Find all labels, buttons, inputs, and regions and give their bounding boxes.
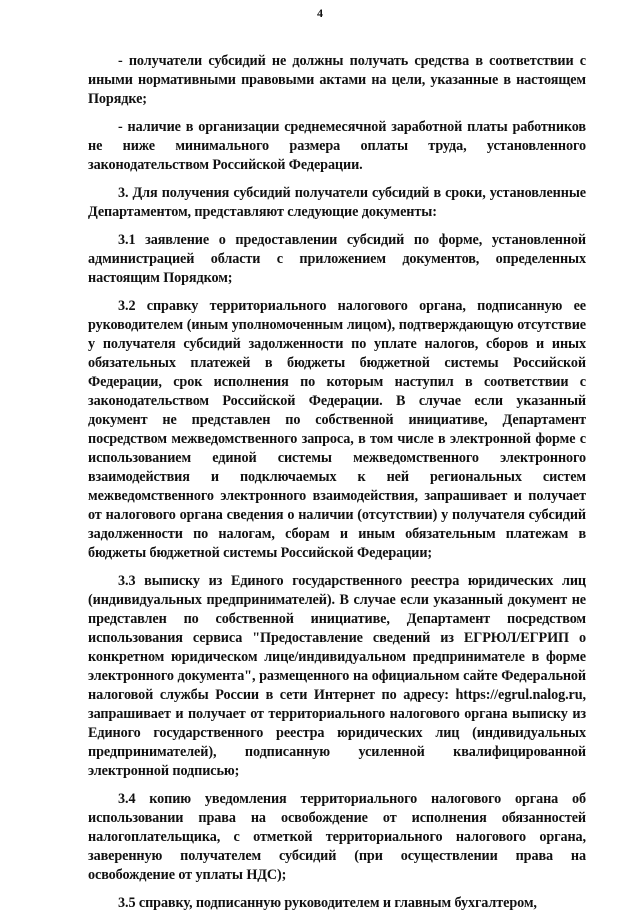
- paragraph-clause-3-1: 3.1 заявление о предоставлении субсидий по форме, установленной администрацией области с приложением документов, определенных настоящим Порядком;: [88, 232, 586, 286]
- paragraph-clause-3-4: 3.4 копию уведомления территориального налогового органа об использовании права на освобождение от исполнения обязанностей налогоплательщика, с отметкой территориального налогового органа, заверенную получателем субсидий (при осуществлении права на освобождение от уплаты НДС);: [88, 791, 586, 883]
- page-number: 4: [317, 6, 323, 20]
- paragraph-clause-3-intro: 3. Для получения субсидий получатели субсидий в сроки, установленные Департаментом, представляют следующие документы:: [88, 185, 586, 220]
- paragraph-requirement-min-wage: - наличие в организации среднемесячной заработной платы работников не ниже минимального размера оплаты труда, установленного законодательством Российской Федерации.: [88, 119, 586, 173]
- document-body: [88, 52, 586, 922]
- paragraph-clause-3-5: 3.5 справку, подписанную руководителем и главным бухгалтером,: [118, 895, 537, 911]
- paragraph-requirement-no-other-funds: - получатели субсидий не должны получать средства в соответствии с иными нормативными правовыми актами на цели, указанные в настоящем Порядке;: [88, 53, 586, 107]
- paragraph-clause-3-3: 3.3 выписку из Единого государственного реестра юридических лиц (индивидуальных предпринимателей). В случае если указанный документ не представлен по собственной инициативе, Департамент посредством использования сервиса "Предоставление сведений из ЕГРЮЛ/ЕГРИП о конкретном юридическом лице/индивидуальном предпринимателе в форме электронного документа", размещенного на официальном сайте Федеральной налоговой службы России в сети Интернет по адресу: https://egrul.nalog.ru, запрашивает и получает от территориального налогового органа выписку из Единого государственного реестра юридических лиц (индивидуальных предпринимателей), подписанную усиленной квалифицированной электронной подписью;: [88, 573, 586, 779]
- paragraph-clause-3-2: 3.2 справку территориального налогового органа, подписанную ее руководителем (иным уполномоченным лицом), подтверждающую отсутствие у получателя субсидий задолженности по уплате налогов, сборов и иных обязательных платежей в бюджеты бюджетной системы Российской Федерации, срок исполнения по которым наступил в соответствии с законодательством Российской Федерации. В случае если указанный документ не представлен по собственной инициативе, Департамент посредством межведомственного запроса, в том числе в электронной форме с использованием единой системы межведомственного электронного взаимодействия и подключаемых к ней региональных систем межведомственного электронного взаимодействия, запрашивает и получает от налогового органа сведения о наличии (отсутствии) у получателя субсидий задолженности по налогам, сборам и иным обязательным платежам в бюджеты бюджетной системы Российской Федерации;: [88, 298, 586, 561]
